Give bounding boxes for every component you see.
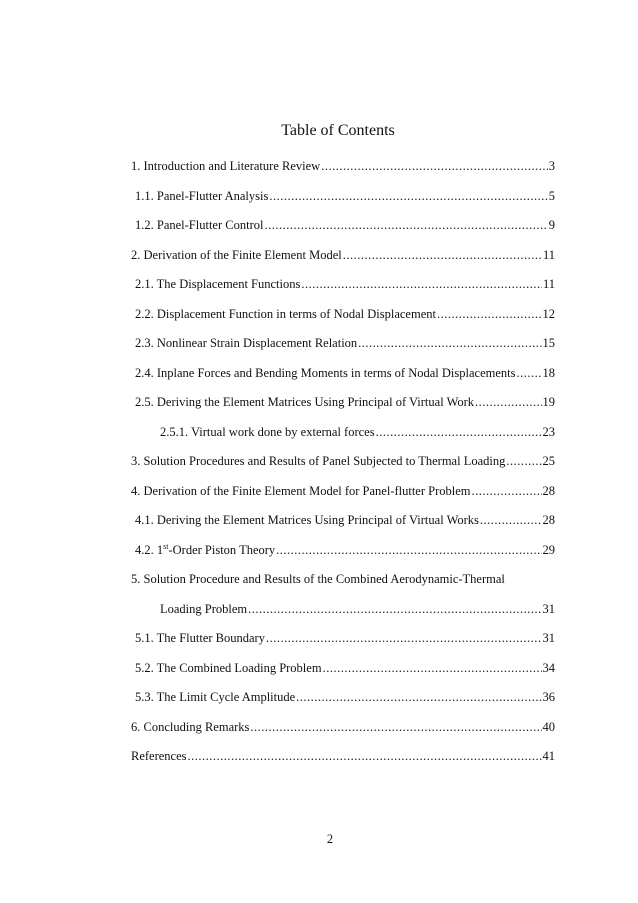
dot-leader: [248, 600, 541, 618]
toc-entry-5-1[interactable]: [131, 629, 555, 659]
toc-entry-1-1[interactable]: [131, 187, 555, 217]
toc-entry-1[interactable]: [131, 157, 555, 187]
dot-leader: [376, 423, 542, 441]
page-number: 2: [326, 832, 334, 846]
dot-leader: [296, 688, 541, 706]
dot-leader: [475, 393, 541, 411]
toc-entry-4-2[interactable]: [131, 541, 555, 571]
toc-entry-2[interactable]: [131, 246, 555, 276]
toc-entry-label: 2.3. Nonlinear Strain Displacement Relation: [135, 336, 358, 350]
toc-entry-4[interactable]: [131, 482, 555, 512]
toc-entry-page: 11: [542, 247, 555, 262]
toc-entry-label: 2.1. The Displacement Functions: [135, 277, 301, 291]
toc-entry-label: 5.1. The Flutter Boundary: [135, 631, 265, 645]
toc-entry-page: 9: [548, 218, 555, 232]
toc-entry-page: 11: [542, 277, 555, 291]
toc-entry-2-5[interactable]: [131, 393, 555, 423]
dot-leader: [276, 541, 541, 559]
toc-entry-label: 2.4. Inplane Forces and Bending Moments in terms of Nodal Displacements: [135, 365, 516, 380]
toc-entry-page: 25: [542, 454, 555, 468]
toc-entry-page: 34: [542, 660, 555, 675]
toc-entry-label: 1.2. Panel-Flutter Control: [135, 218, 264, 232]
toc-entry-label: 2. Derivation of the Finite Element Model: [131, 247, 342, 262]
toc-entry-label: 2.5.1. Virtual work done by external forces: [160, 424, 375, 439]
toc-entry-label: 2.2. Displacement Function in terms of Nodal Displacement: [135, 306, 436, 321]
dot-leader: [250, 718, 541, 736]
toc-entry-page: 19: [542, 395, 555, 409]
toc-entry-page: 5: [548, 188, 555, 203]
toc-entry-page: 28: [542, 513, 555, 527]
toc-entry-references[interactable]: [131, 747, 555, 777]
dot-leader: [358, 334, 541, 352]
dot-leader: [264, 216, 547, 234]
toc-entry-label: 5.2. The Combined Loading Problem: [135, 660, 322, 675]
toc-entry-page: 23: [542, 424, 555, 439]
toc-entry-4-1[interactable]: [131, 511, 555, 541]
toc-entry-page: 15: [542, 336, 555, 350]
toc-title: Table of Contents: [281, 122, 395, 139]
toc-entry-label: 4.1. Deriving the Element Matrices Using Principal of Virtual Works: [135, 513, 479, 527]
toc-entry-label: 1.1. Panel-Flutter Analysis: [135, 188, 269, 203]
toc-entry-5-3[interactable]: [131, 688, 555, 718]
toc-entry-2-4[interactable]: [131, 364, 555, 394]
dot-leader: [506, 452, 541, 470]
toc-entry-page: 12: [542, 306, 555, 321]
dot-leader: [323, 659, 542, 677]
toc-entry-page: 36: [542, 690, 555, 704]
dot-leader: [472, 482, 542, 500]
toc-entry-6[interactable]: [131, 718, 555, 748]
toc-list: [131, 157, 555, 777]
toc-entry-page: 40: [542, 719, 555, 734]
toc-entry-label: 1. Introduction and Literature Review: [131, 159, 321, 173]
toc-entry-2-3[interactable]: [131, 334, 555, 364]
toc-entry-label: 3. Solution Procedures and Results of Panel Subjected to Thermal Loading: [131, 454, 506, 468]
toc-entry-label: 5.3. The Limit Cycle Amplitude: [135, 690, 296, 704]
dot-leader: [516, 364, 541, 382]
dot-leader: [269, 187, 547, 205]
toc-entry-label: 2.5. Deriving the Element Matrices Using Principal of Virtual Work: [135, 395, 475, 409]
toc-entry-page: 18: [542, 365, 555, 380]
ordinal-superscript: st: [163, 541, 169, 551]
dot-leader: [480, 511, 542, 529]
dot-leader: [301, 275, 542, 293]
label-suffix: -Order Piston Theory: [168, 542, 276, 557]
toc-entry-page: 3: [548, 159, 555, 173]
toc-entry-label: 4. Derivation of the Finite Element Model for Panel-flutter Problem: [131, 483, 471, 498]
toc-entry-label: 6. Concluding Remarks: [131, 719, 250, 734]
toc-entry-label: 5. Solution Procedure and Results of the Combined Aerodynamic-Thermal: [131, 572, 505, 586]
dot-leader: [437, 305, 542, 323]
toc-entry-label: References: [131, 749, 187, 763]
label-prefix: 4.2. 1: [135, 542, 164, 557]
dot-leader: [321, 157, 548, 175]
toc-entry-label: [135, 541, 275, 559]
toc-entry-5-2[interactable]: [131, 659, 555, 689]
dot-leader: [266, 629, 542, 647]
toc-entry-5-continuation[interactable]: [131, 600, 555, 630]
toc-entry-2-5-1[interactable]: [131, 423, 555, 453]
toc-entry-5[interactable]: [131, 570, 555, 600]
toc-entry-2-1[interactable]: [131, 275, 555, 305]
toc-entry-page: 31: [542, 601, 555, 616]
toc-entry-page: 31: [542, 631, 555, 645]
toc-entry-2-2[interactable]: [131, 305, 555, 335]
dot-leader: [188, 747, 542, 765]
toc-entry-page: 41: [542, 749, 555, 763]
dot-leader: [343, 246, 542, 264]
toc-entry-1-2[interactable]: [131, 216, 555, 246]
toc-entry-label-continued: Loading Problem: [160, 601, 248, 616]
toc-entry-3[interactable]: [131, 452, 555, 482]
toc-entry-page: 29: [542, 542, 555, 557]
toc-entry-page: 28: [542, 483, 555, 498]
